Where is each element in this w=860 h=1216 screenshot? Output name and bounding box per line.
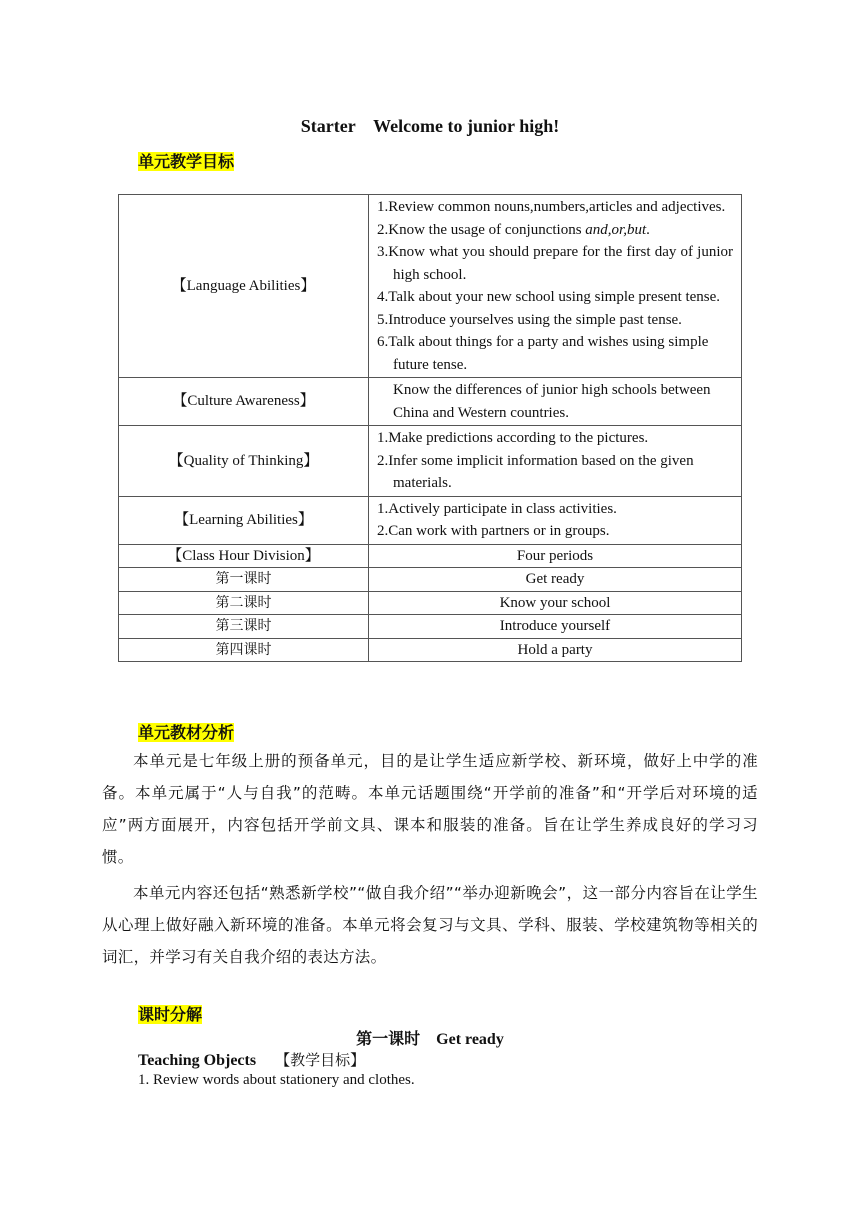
table-row	[119, 544, 742, 568]
lesson-1-title: 第一课时 Get ready	[356, 1031, 504, 1048]
list-item: 5.Introduce yourselves using the simple past tense.	[377, 311, 682, 328]
class-hour-division-value: Four periods	[369, 544, 742, 568]
list-item: 1.Make predictions according to the pictures.	[377, 430, 649, 446]
period-label: 第二课时	[119, 591, 369, 615]
period-value: Introduce yourself	[369, 615, 742, 639]
culture-awareness-label: 【Culture Awareness】	[119, 378, 369, 426]
section-heading-text: 单元教材分析	[138, 723, 235, 742]
quality-of-thinking-label: 【Quality of Thinking】	[119, 426, 369, 497]
section-heading-unit-goals	[138, 149, 234, 172]
period-label: 第三课时	[119, 615, 369, 639]
objective-item: 1. Review words about stationery and clothes.	[138, 1072, 415, 1088]
table-row	[119, 496, 742, 544]
page-title: Starter Welcome to junior high!	[300, 116, 560, 136]
class-hour-division-label: 【Class Hour Division】	[119, 544, 369, 568]
section-heading-lesson-breakdown	[138, 1002, 202, 1025]
section-heading-text: 单元教学目标	[138, 152, 235, 171]
unit-goals-table	[118, 194, 742, 662]
table-row	[119, 378, 742, 426]
language-abilities-label: 【Language Abilities】	[119, 195, 369, 378]
period-value: Hold a party	[369, 638, 742, 662]
section-heading-material-analysis	[138, 720, 234, 743]
period-label: 第四课时	[119, 638, 369, 662]
learning-abilities-content	[369, 496, 742, 544]
list-item: 6.Talk about things for a party and wishes using simple future tense.	[377, 334, 709, 373]
table-row	[119, 568, 742, 592]
list-item: Know the differences of junior high schools between China and Western countries.	[393, 382, 711, 421]
table-row	[119, 195, 742, 378]
table-row	[119, 426, 742, 497]
period-label: 第一课时	[119, 568, 369, 592]
period-value: Know your school	[369, 591, 742, 615]
teaching-objects-label: Teaching Objects	[138, 1052, 257, 1069]
teaching-objects-zh: 【教学目标】	[256, 1051, 366, 1069]
section-heading-text: 课时分解	[138, 1005, 203, 1024]
analysis-paragraph-1: 本单元是七年级上册的预备单元，目的是让学生适应新学校、新环境，做好上中学的准备。本单元属于“人与自我”的范畴。本单元话题围绕“开学前的准备”和“开学后对环境的适应”两方面展开，内容包括开学前文具、课本和服装的准备。旨在让学生养成良好的学习习惯。	[102, 752, 758, 866]
list-item: 3.Know what you should prepare for the first day of junior high school.	[377, 244, 733, 283]
list-item: 2.Can work with partners or in groups.	[377, 523, 610, 539]
culture-awareness-content	[369, 378, 742, 426]
analysis-paragraph-2: 本单元内容还包括“熟悉新学校”“做自我介绍”“举办迎新晚会”，这一部分内容旨在让学生从心理上做好融入新环境的准备。本单元将会复习与文具、学科、服装、学校建筑物等相关的词汇，并学习有关自我介绍的表达方法。	[102, 884, 758, 966]
language-abilities-content	[369, 195, 742, 378]
period-value: Get ready	[369, 568, 742, 592]
learning-abilities-label: 【Learning Abilities】	[119, 496, 369, 544]
list-item: 2.Infer some implicit information based on the given materials.	[377, 452, 694, 491]
table-row	[119, 638, 742, 662]
conjunctions-italic: and,or,but	[585, 221, 647, 238]
teaching-objects-line	[138, 1049, 365, 1070]
list-item: 1.Review common nouns,numbers,articles and adjectives.	[377, 199, 726, 215]
table-row	[119, 615, 742, 639]
table-row	[119, 591, 742, 615]
quality-of-thinking-content	[369, 426, 742, 497]
list-item: 4.Talk about your new school using simple present tense.	[377, 289, 721, 305]
list-item: 1.Actively participate in class activities.	[377, 500, 617, 517]
list-item: 2.Know the usage of conjunctions and,or,but.	[377, 221, 650, 238]
